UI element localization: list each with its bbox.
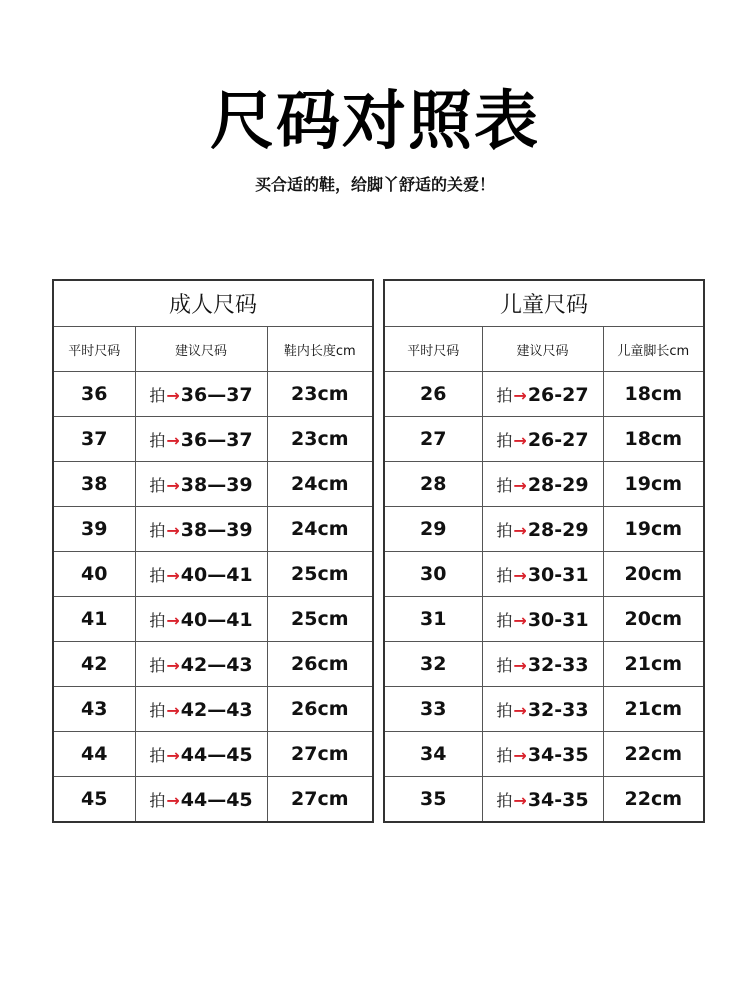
column-header-inner-length: 鞋内长度cm	[267, 327, 373, 372]
length-cell: 22cm	[603, 777, 704, 823]
suggested-size-cell	[135, 552, 267, 597]
table-row	[384, 687, 704, 732]
page-subtitle: 买合适的鞋，给脚丫舒适的关爱！	[254, 175, 495, 194]
suggested-size-cell	[482, 417, 603, 462]
suggested-range: 38—39	[180, 473, 253, 496]
red-arrow-icon: →	[513, 745, 527, 765]
table-row	[384, 462, 704, 507]
order-label: 拍	[149, 610, 166, 630]
red-arrow-icon: →	[166, 475, 180, 495]
suggested-size-cell	[135, 507, 267, 552]
table-row	[384, 597, 704, 642]
suggested-size-cell	[482, 462, 603, 507]
red-arrow-icon: →	[166, 700, 180, 720]
table-row	[53, 777, 373, 823]
suggested-range: 42—43	[180, 653, 253, 676]
red-arrow-icon: →	[513, 475, 527, 495]
length-cell: 21cm	[603, 687, 704, 732]
usual-size-cell: 41	[53, 597, 135, 642]
suggested-range: 26-27	[527, 383, 589, 406]
suggested-size-cell	[135, 462, 267, 507]
order-label: 拍	[496, 475, 513, 495]
table-row	[53, 642, 373, 687]
usual-size-cell: 32	[384, 642, 482, 687]
order-label: 拍	[496, 700, 513, 720]
length-cell: 21cm	[603, 642, 704, 687]
suggested-range: 38—39	[180, 518, 253, 541]
length-cell: 19cm	[603, 462, 704, 507]
order-label: 拍	[149, 655, 166, 675]
usual-size-cell: 38	[53, 462, 135, 507]
length-cell: 23cm	[267, 417, 373, 462]
usual-size-cell: 26	[384, 372, 482, 417]
usual-size-cell: 39	[53, 507, 135, 552]
order-label: 拍	[149, 385, 166, 405]
length-cell: 20cm	[603, 552, 704, 597]
order-label: 拍	[496, 385, 513, 405]
suggested-range: 34-35	[527, 788, 589, 811]
table-row	[384, 732, 704, 777]
table-row	[53, 372, 373, 417]
column-header-usual-size: 平时尺码	[384, 327, 482, 372]
order-label: 拍	[496, 565, 513, 585]
table-row	[384, 372, 704, 417]
red-arrow-icon: →	[513, 655, 527, 675]
order-label: 拍	[149, 475, 166, 495]
red-arrow-icon: →	[513, 700, 527, 720]
column-header-usual-size: 平时尺码	[53, 327, 135, 372]
red-arrow-icon: →	[166, 430, 180, 450]
page-title: 尺码对照表	[210, 85, 540, 159]
suggested-range: 34-35	[527, 743, 589, 766]
order-label: 拍	[149, 430, 166, 450]
order-label: 拍	[496, 790, 513, 810]
order-label: 拍	[496, 520, 513, 540]
usual-size-cell: 30	[384, 552, 482, 597]
suggested-range: 32-33	[527, 698, 589, 721]
column-header-foot-length: 儿童脚长cm	[603, 327, 704, 372]
suggested-size-cell	[482, 777, 603, 823]
kids-size-table	[383, 279, 705, 823]
length-cell: 20cm	[603, 597, 704, 642]
suggested-size-cell	[135, 687, 267, 732]
column-header-suggested-size: 建议尺码	[135, 327, 267, 372]
usual-size-cell: 45	[53, 777, 135, 823]
suggested-range: 30-31	[527, 563, 589, 586]
suggested-range: 28-29	[527, 518, 589, 541]
suggested-size-cell	[482, 597, 603, 642]
kids-table-caption: 儿童尺码	[384, 280, 704, 327]
red-arrow-icon: →	[513, 610, 527, 630]
red-arrow-icon: →	[166, 655, 180, 675]
suggested-size-cell	[482, 552, 603, 597]
red-arrow-icon: →	[513, 565, 527, 585]
order-label: 拍	[149, 745, 166, 765]
suggested-size-cell	[482, 507, 603, 552]
red-arrow-icon: →	[166, 790, 180, 810]
suggested-size-cell	[482, 642, 603, 687]
red-arrow-icon: →	[513, 790, 527, 810]
length-cell: 24cm	[267, 462, 373, 507]
usual-size-cell: 27	[384, 417, 482, 462]
usual-size-cell: 31	[384, 597, 482, 642]
red-arrow-icon: →	[166, 745, 180, 765]
suggested-size-cell	[482, 372, 603, 417]
suggested-range: 26-27	[527, 428, 589, 451]
table-row	[384, 777, 704, 823]
length-cell: 22cm	[603, 732, 704, 777]
usual-size-cell: 36	[53, 372, 135, 417]
suggested-size-cell	[135, 372, 267, 417]
order-label: 拍	[496, 610, 513, 630]
table-row	[53, 462, 373, 507]
column-header-suggested-size: 建议尺码	[482, 327, 603, 372]
table-row	[53, 597, 373, 642]
red-arrow-icon: →	[166, 385, 180, 405]
suggested-size-cell	[135, 417, 267, 462]
usual-size-cell: 33	[384, 687, 482, 732]
suggested-range: 36—37	[180, 383, 253, 406]
length-cell: 24cm	[267, 507, 373, 552]
table-row	[384, 642, 704, 687]
order-label: 拍	[496, 655, 513, 675]
suggested-size-cell	[482, 732, 603, 777]
table-row	[53, 417, 373, 462]
suggested-size-cell	[135, 597, 267, 642]
adult-table-caption: 成人尺码	[53, 280, 373, 327]
red-arrow-icon: →	[513, 385, 527, 405]
table-row	[384, 552, 704, 597]
usual-size-cell: 43	[53, 687, 135, 732]
suggested-range: 40—41	[180, 608, 253, 631]
length-cell: 26cm	[267, 687, 373, 732]
order-label: 拍	[496, 430, 513, 450]
red-arrow-icon: →	[166, 565, 180, 585]
table-row	[53, 507, 373, 552]
usual-size-cell: 42	[53, 642, 135, 687]
usual-size-cell: 28	[384, 462, 482, 507]
length-cell: 19cm	[603, 507, 704, 552]
suggested-range: 30-31	[527, 608, 589, 631]
suggested-range: 28-29	[527, 473, 589, 496]
table-row	[53, 552, 373, 597]
table-row	[384, 417, 704, 462]
usual-size-cell: 29	[384, 507, 482, 552]
usual-size-cell: 34	[384, 732, 482, 777]
order-label: 拍	[149, 520, 166, 540]
suggested-range: 40—41	[180, 563, 253, 586]
red-arrow-icon: →	[513, 430, 527, 450]
table-row	[53, 687, 373, 732]
suggested-size-cell	[135, 642, 267, 687]
suggested-size-cell	[135, 777, 267, 823]
suggested-size-cell	[135, 732, 267, 777]
red-arrow-icon: →	[513, 520, 527, 540]
length-cell: 27cm	[267, 777, 373, 823]
order-label: 拍	[149, 700, 166, 720]
order-label: 拍	[149, 790, 166, 810]
length-cell: 27cm	[267, 732, 373, 777]
usual-size-cell: 44	[53, 732, 135, 777]
suggested-range: 42—43	[180, 698, 253, 721]
suggested-size-cell	[482, 687, 603, 732]
usual-size-cell: 37	[53, 417, 135, 462]
table-row	[384, 507, 704, 552]
length-cell: 25cm	[267, 552, 373, 597]
usual-size-cell: 35	[384, 777, 482, 823]
order-label: 拍	[496, 745, 513, 765]
suggested-range: 32-33	[527, 653, 589, 676]
suggested-range: 44—45	[180, 743, 253, 766]
length-cell: 25cm	[267, 597, 373, 642]
adult-size-table	[52, 279, 374, 823]
red-arrow-icon: →	[166, 610, 180, 630]
table-row	[53, 732, 373, 777]
length-cell: 23cm	[267, 372, 373, 417]
red-arrow-icon: →	[166, 520, 180, 540]
length-cell: 18cm	[603, 417, 704, 462]
length-cell: 26cm	[267, 642, 373, 687]
length-cell: 18cm	[603, 372, 704, 417]
usual-size-cell: 40	[53, 552, 135, 597]
order-label: 拍	[149, 565, 166, 585]
suggested-range: 36—37	[180, 428, 253, 451]
suggested-range: 44—45	[180, 788, 253, 811]
